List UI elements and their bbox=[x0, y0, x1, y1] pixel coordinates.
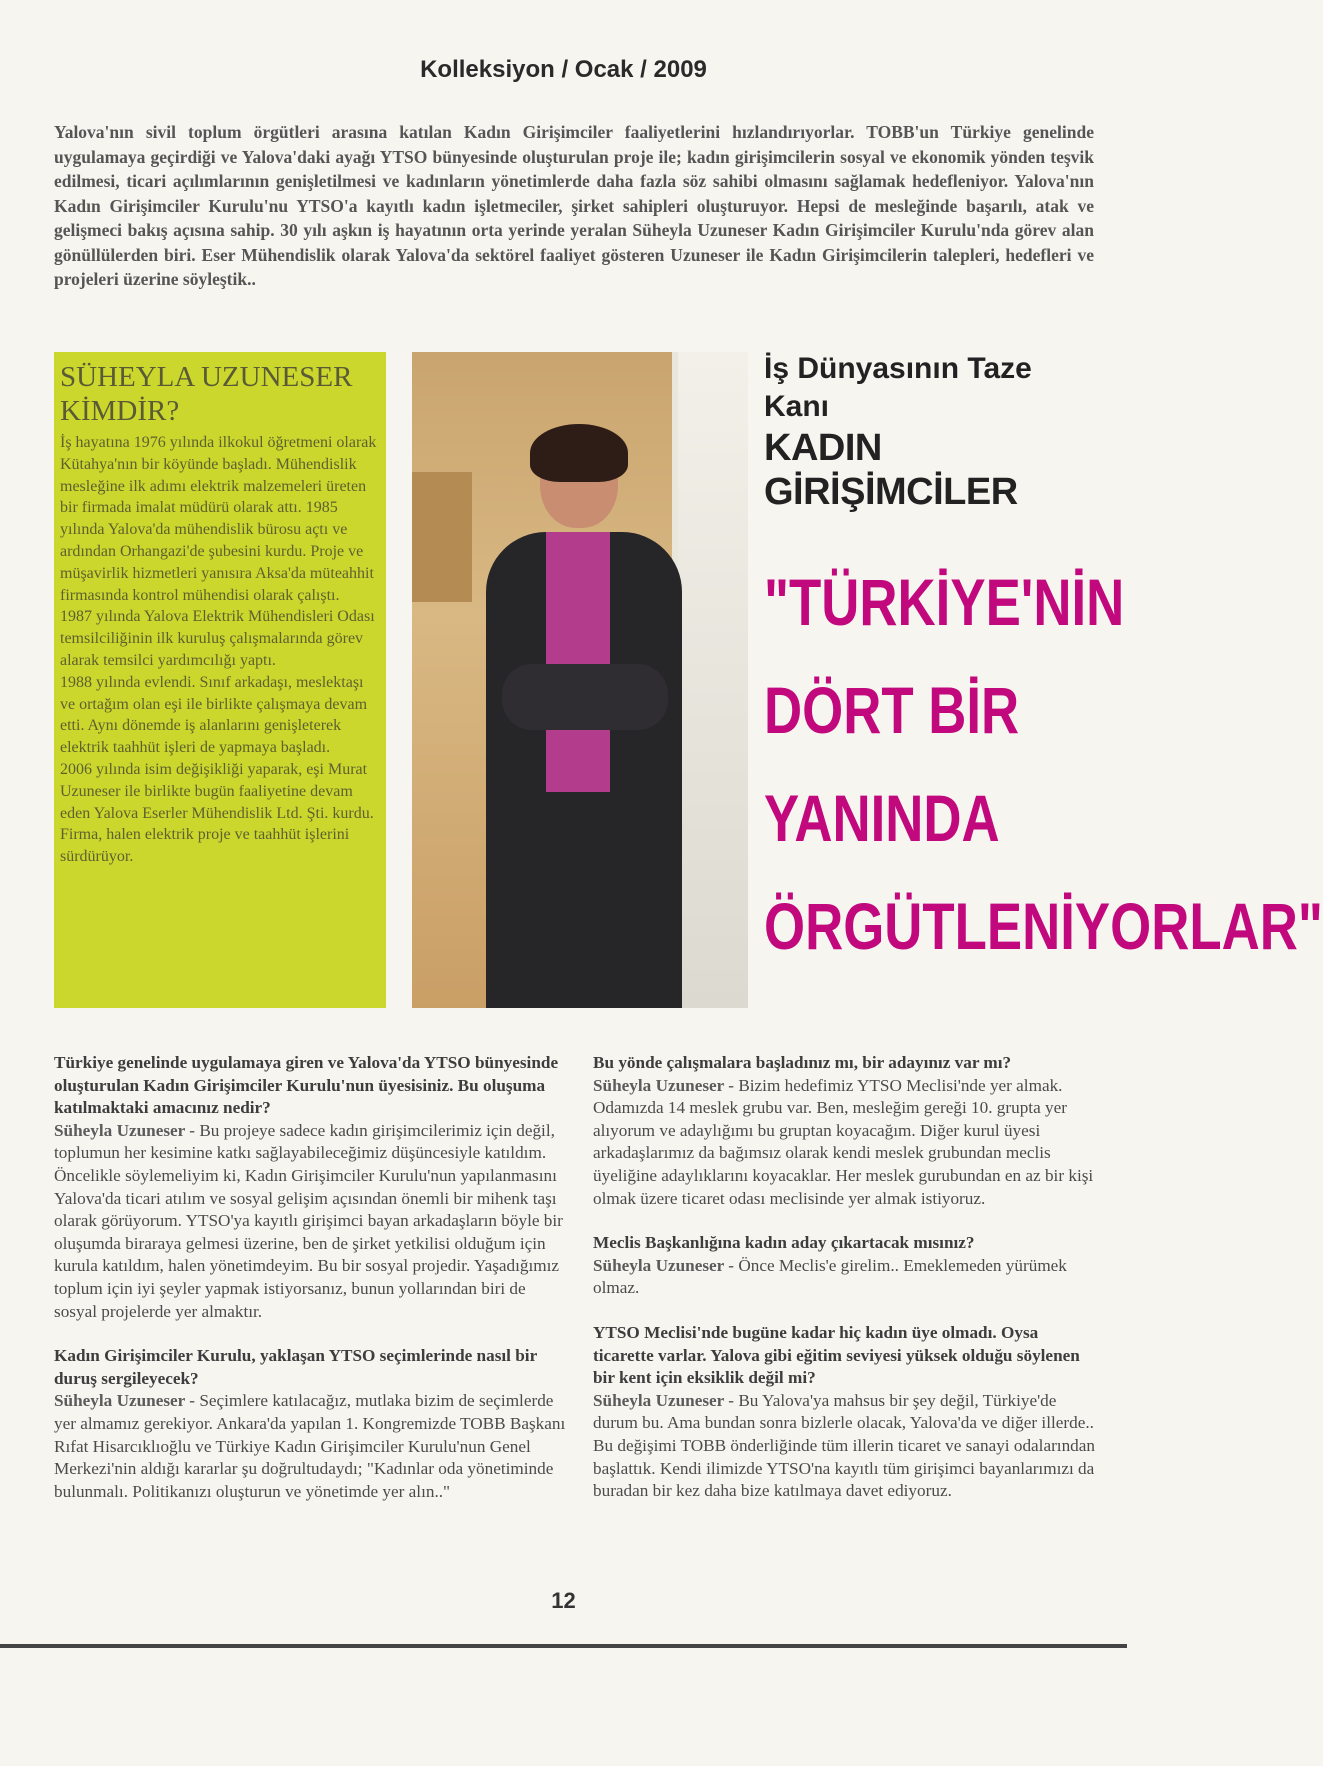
pull-quote-line: YANINDA bbox=[764, 781, 1000, 855]
bio-sidebar bbox=[54, 352, 386, 1008]
pull-quote-line: DÖRT BİR bbox=[764, 673, 1020, 747]
interview-question: Meclis Başkanlığına kadın aday çıkartacak mısınız? bbox=[593, 1233, 975, 1253]
interview-question: YTSO Meclisi'nde bugüne kadar hiç kadın üye olmadı. Oysa ticarette varlar. Yalova gibi eğitim seviyesi yüksek olduğu söylenen bir kent için eksiklik değil mi? bbox=[593, 1322, 1080, 1388]
intro-paragraph: Yalova'nın sivil toplum örgütleri arasına katılan Kadın Girişimciler faaliyetlerini hızlandırıyorlar. TOBB'un Türkiye genelinde uygulamaya geçirdiği ve Yalova'daki ayağı YTSO bünyesinde oluşturulan proje ile; kadın girişimcilerin sosyal ve ekonomik yönden teşvik edilmesi, ticari açılımlarının genişletilmesi ve kadınların yönetimlerde daha fazla söz sahibi olmasını sağlamak hedefleniyor. Yalova'nın Kadın Girişimciler Kurulu'nu YTSO'a kayıtlı kadın işletmeciler, şirket sahipleri oluşturuyor. Hepsi de mesleğinde başarılı, atak ve gelişmeci bakış açısına sahip. 30 yılı aşkın iş hayatının orta yerinde yeralan Süheyla Uzuneser Kadın Girişimciler Kurulu'nda görev alan gönüllülerden biri. Eser Mühendislik olarak Yalova'da sektörel faaliyet gösteren Uzuneser ile Kadın Girişimcilerin talepleri, hedefleri ve projeleri üzerine söyleştik.. bbox=[54, 122, 1094, 289]
headline-main: KADIN GİRİŞİMCİLER bbox=[764, 427, 1018, 513]
background-shelf bbox=[412, 472, 472, 602]
speaker-name: Süheyla Uzuneser - bbox=[593, 1255, 735, 1275]
bio-paragraph: İş hayatına 1976 yılında ilkokul öğretmeni olarak Kütahya'nın bir köyünde başladı. Mühendislik mesleğine ilk adımı elektrik malzemeleri üreten bir firmada imalat müdürü olarak attı. 1985 yılında Yalova'da mühendislik bürosu açtı ve ardından Orhangazi'de şubesini kurdu. Proje ve müşavirlik hizmetleri yanısıra Aksa'da müteahhit firmasında kontrol mühendisi olarak çalıştı. bbox=[60, 434, 377, 604]
figure-crossed-arms bbox=[502, 664, 668, 730]
interview-answer: Bizim hedefimiz YTSO Meclisi'nde yer almak. Odamızda 14 meslek grubu var. Ben, mesleğim gereği 10. grupta yer alıyorum ve adaylığımı bu gruptan koyacağım. Diğer kurul üyesi arkadaşlarımız da bağımsız olarak kendi meslek grubundan meclis üyeliğine adaylıklarını koyacaklar. Her meslek gurubundan en az bir kişi olmak üzere ticaret odası meclisinde yer almak istiyoruz. bbox=[593, 1075, 1094, 1208]
interview-qa bbox=[54, 1052, 566, 1323]
article-headline bbox=[764, 350, 1104, 514]
page-header: Kolleksiyon / Ocak / 2009 bbox=[420, 56, 707, 83]
bio-paragraph: 2006 yılında isim değişikliği yaparak, eşi Murat Uzuneser ile birlikte bugün faaliyetine devam eden Yalova Eserler Mühendislik Ltd. Şti. kurdu. Firma, halen elektrik proje ve taahhüt işlerini sürdürüyor. bbox=[60, 760, 374, 866]
interview-question: Kadın Girişimciler Kurulu, yaklaşan YTSO seçimlerinde nasıl bir duruş sergileyecek? bbox=[54, 1346, 537, 1388]
background-window bbox=[672, 352, 748, 1008]
speaker-name: Süheyla Uzuneser - bbox=[54, 1391, 196, 1411]
interview-answer: Bu Yalova'ya mahsus bir şey değil, Türkiye'de durum bu. Ama bundan sonra bizlerle olacak, Yalova'da ve diğer illerde.. Bu değişimi TOBB önderliğinde tüm illerin ticaret ve sanayi odalarından başlattık. Kendi ilimizde YTSO'na kayıtlı tüm girişimci bayanlarımızı da buradan bir kez daha bize katılmaya davet ediyoruz. bbox=[593, 1390, 1095, 1501]
figure-hair bbox=[530, 424, 628, 482]
portrait-photo bbox=[412, 352, 748, 1008]
interview-column-left bbox=[54, 1052, 566, 1525]
interview-qa bbox=[593, 1322, 1101, 1503]
interview-qa bbox=[54, 1345, 566, 1503]
sidebar-title: SÜHEYLA UZUNESER KİMDİR? bbox=[60, 361, 353, 427]
bio-paragraph: 1988 yılında evlendi. Sınıf arkadaşı, meslektaşı ve ortağım olan eşi ile birlikte çalışmaya devam etti. Aynı dönemde iş alanlarını genişleterek elektrik taahhüt işleri de yapmaya başladı. bbox=[60, 673, 368, 757]
pull-quote-line: "TÜRKİYE'NİN bbox=[764, 565, 1125, 639]
speaker-name: Süheyla Uzuneser - bbox=[593, 1390, 735, 1410]
page-number: 12 bbox=[551, 1588, 576, 1613]
speaker-name: Süheyla Uzuneser - bbox=[593, 1075, 735, 1095]
interview-answer: Seçimlere katılacağız, mutlaka bizim de seçimlerde yer almamız gerekiyor. Ankara'da yapılan 1. Kongremizde TOBB Başkanı Rıfat Hisarcıklıoğlu ve Türkiye Kadın Girişimciler Kurulu'nun Genel Merkezi'nin aldığı kararlar şu doğrultudaydı; "Kadınlar oda yönetiminde bulunmalı. Politikanızı oluşturun ve yönetimde yer alın.." bbox=[54, 1391, 566, 1501]
interview-qa bbox=[593, 1052, 1101, 1210]
figure-shirt bbox=[546, 532, 610, 792]
interview-question: Bu yönde çalışmalara başladınız mı, bir adayınız var mı? bbox=[593, 1053, 1012, 1072]
pull-quote-line: ÖRGÜTLENİYORLAR" bbox=[764, 889, 1323, 963]
interview-answer: Önce Meclis'e girelim.. Emeklemeden yürümek olmaz. bbox=[593, 1255, 1067, 1298]
interview-column-right bbox=[593, 1052, 1101, 1525]
bottom-rule bbox=[0, 1644, 1127, 1648]
headline-kicker: İş Dünyasının Taze Kanı bbox=[764, 352, 1032, 423]
bio-paragraph: 1987 yılında Yalova Elektrik Mühendisleri Odası temsilciliğinin ilk kuruluş çalışmalarında görev alarak temsilci yardımcılığı yaptı. bbox=[60, 608, 375, 669]
interview-qa bbox=[593, 1232, 1101, 1300]
pull-quote bbox=[764, 548, 1323, 980]
interview-question: Türkiye genelinde uygulamaya giren ve Yalova'da YTSO bünyesinde oluşturulan Kadın Girişimciler Kurulu'nun üyesisiniz. Bu oluşuma katılmaktaki amacınız nedir? bbox=[54, 1053, 559, 1118]
interview-answer: Bu projeye sadece kadın girişimcilerimiz için değil, toplumun her kesimine katkı sağlayabileceğimiz düşüncesiyle katıldım. Öncelikle söylemeliyim ki, Kadın Girişimciler Kurulu'nun yapılanmasını Yalova'da ticari atılım ve sosyal gelişim açısından önemli bir mihenk taşı olarak görüyorum. YTSO'ya kayıtlı girişimci bayan arkadaşların böyle bir oluşumda biraraya gelmesi üzerine, ben de şirket yetkilisi olduğum için kurula katıldım, halen yönetimdeyim. Bu bir sosyal projedir. Yaşadığımız toplum için iyi şeyler yapmak istiyorsanız, bunun yollarından biri de sosyal projelerde yer almaktır. bbox=[54, 1120, 563, 1321]
speaker-name: Süheyla Uzuneser - bbox=[54, 1120, 196, 1140]
